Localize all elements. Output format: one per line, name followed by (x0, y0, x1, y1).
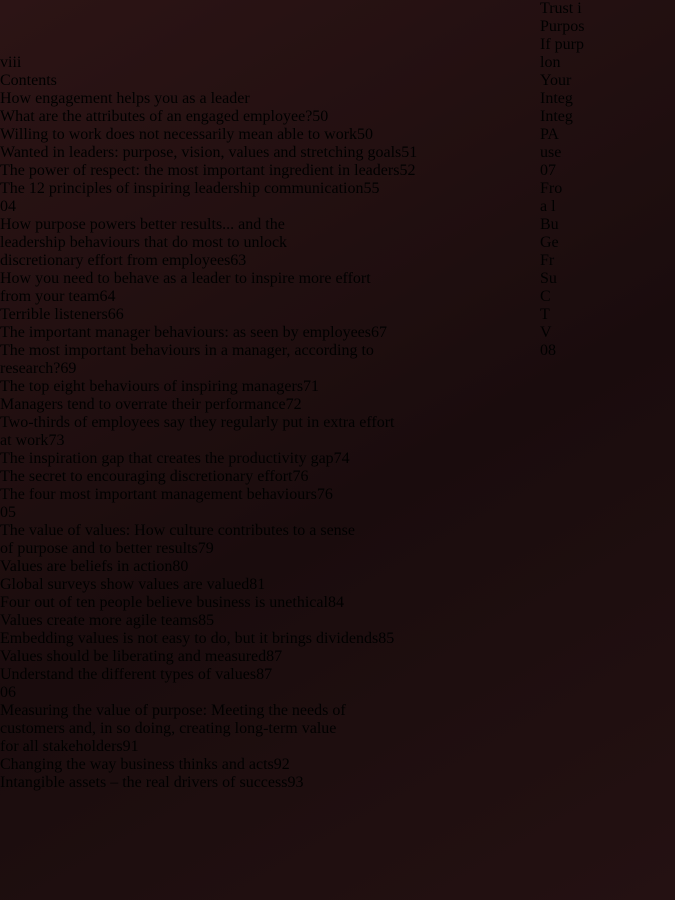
page-ref: 71 (303, 378, 320, 395)
toc-item: Values create more agile teams85 (0, 612, 215, 629)
chapter-07-items (540, 216, 675, 342)
chapter-07-heading (540, 162, 675, 216)
chapter-title: How purpose powers better results... and the leadership behaviours that do most to unlock discretionary effort from employees63 (0, 216, 288, 269)
page-ref: 63 (230, 252, 247, 269)
toc-item: Embedding values is not easy to do, but it brings dividends85 (0, 630, 395, 647)
contents-header: Contents (0, 72, 57, 89)
toc-item: The most important behaviours in a manager, according to research?69 (0, 342, 374, 377)
toc-item: The secret to encouraging discretionary effort76 (0, 468, 309, 485)
page-ref: 74 (333, 450, 350, 467)
page-ref: 66 (107, 306, 124, 323)
part-heading (540, 126, 675, 162)
page-ref: 79 (197, 540, 214, 557)
right-page (540, 0, 675, 900)
page-ref: 50 (357, 126, 374, 143)
chapter-number: 04 (0, 198, 16, 215)
chapter-number: 08 (540, 342, 556, 359)
toc-item: Terrible listeners66 (0, 306, 124, 323)
page-ref: 92 (273, 756, 290, 773)
toc-item: What are the attributes of an engaged employee?50 (0, 108, 329, 125)
toc-item: Intangible assets – the real drivers of success93 (0, 774, 304, 791)
ghost-smudge (0, 30, 190, 42)
toc-item: Managers tend to overrate their performance72 (0, 396, 302, 413)
page-ref: 51 (401, 144, 418, 161)
toc-item: The top eight behaviours of inspiring managers71 (0, 378, 320, 395)
right-page-fragments (540, 0, 675, 126)
page-ref: 85 (198, 612, 215, 629)
page-ref: 81 (249, 576, 266, 593)
toc-item: Two-thirds of employees say they regularly put in extra effort at work73 (0, 414, 395, 449)
toc-item: Values should be liberating and measured87 (0, 648, 283, 665)
page-ref: 80 (172, 558, 189, 575)
toc-item: C (540, 288, 551, 305)
toc-fragment: Purpos (540, 18, 585, 35)
toc-item: Wanted in leaders: purpose, vision, values and stretching goals51 (0, 144, 418, 161)
page-ref: 84 (327, 594, 344, 611)
page-ref: 76 (316, 486, 333, 503)
page-ref: 69 (60, 360, 77, 377)
toc-item: Su (540, 270, 557, 287)
ghost-smudge (0, 42, 140, 54)
page-number-badge: viii (0, 54, 22, 71)
chapter-title: Measuring the value of purpose: Meeting the needs of customers and, in so doing, creating long-term value for all stakeholders91 (0, 702, 346, 755)
chapter-title-line: Fro (540, 180, 563, 197)
toc-item: Willing to work does not necessarily mean able to work50 (0, 126, 374, 143)
page-ref: 87 (256, 666, 273, 683)
page-ref: 50 (312, 108, 329, 125)
toc-fragment: Your (540, 72, 572, 89)
toc-fragment: Integ (540, 90, 573, 107)
toc-fragment: If purp (540, 36, 584, 53)
page-ref: 73 (48, 432, 65, 449)
chapter-title-line: a l (540, 198, 556, 215)
chapter-number: 06 (0, 684, 16, 701)
toc-fragment: Integ (540, 108, 573, 125)
toc-fragment: lon (540, 54, 561, 71)
toc-item: Bu (540, 216, 559, 233)
right-page-content (540, 0, 675, 360)
ghost-smudge (0, 0, 110, 30)
toc-item: The power of respect: the most important ingredient in leaders52 (0, 162, 416, 179)
page-ref: 64 (99, 288, 116, 305)
chapter-number: 07 (540, 162, 556, 179)
page-ref: 87 (266, 648, 283, 665)
chapter-title: The value of values: How culture contributes to a sense of purpose and to better results79 (0, 522, 355, 557)
page-ref: 55 (363, 180, 380, 197)
page-ref: 67 (371, 324, 387, 341)
toc-item: The inspiration gap that creates the productivity gap74 (0, 450, 350, 467)
page-ref: 52 (399, 162, 416, 179)
part-label: PA (540, 126, 559, 143)
page-ref: 76 (292, 468, 309, 485)
toc-item: How engagement helps you as a leader (0, 90, 250, 107)
toc-fragment: Trust i (540, 0, 582, 17)
toc-item: The four most important management behaviours76 (0, 486, 333, 503)
toc-item: T (540, 306, 550, 323)
page-ref: 72 (285, 396, 302, 413)
toc-item: How you need to behave as a leader to inspire more effort from your team64 (0, 270, 371, 305)
page-ref: 91 (122, 738, 139, 755)
toc-item: Global surveys show values are valued81 (0, 576, 266, 593)
toc-item: Understand the different types of values87 (0, 666, 273, 683)
part-subtitle: use (540, 144, 562, 161)
toc-item: Fr (540, 252, 555, 269)
page-ref: 85 (378, 630, 395, 647)
toc-item: The 12 principles of inspiring leadership communication55 (0, 180, 380, 197)
toc-item: Ge (540, 234, 559, 251)
toc-item: V (540, 324, 552, 341)
toc-item: Four out of ten people believe business is unethical84 (0, 594, 344, 611)
chapter-number: 05 (0, 504, 16, 521)
toc-item: The important manager behaviours: as seen by employees67 (0, 324, 387, 341)
toc-item: Changing the way business thinks and acts92 (0, 756, 290, 773)
page-ref: 93 (287, 774, 304, 791)
toc-item: Values are beliefs in action80 (0, 558, 189, 575)
